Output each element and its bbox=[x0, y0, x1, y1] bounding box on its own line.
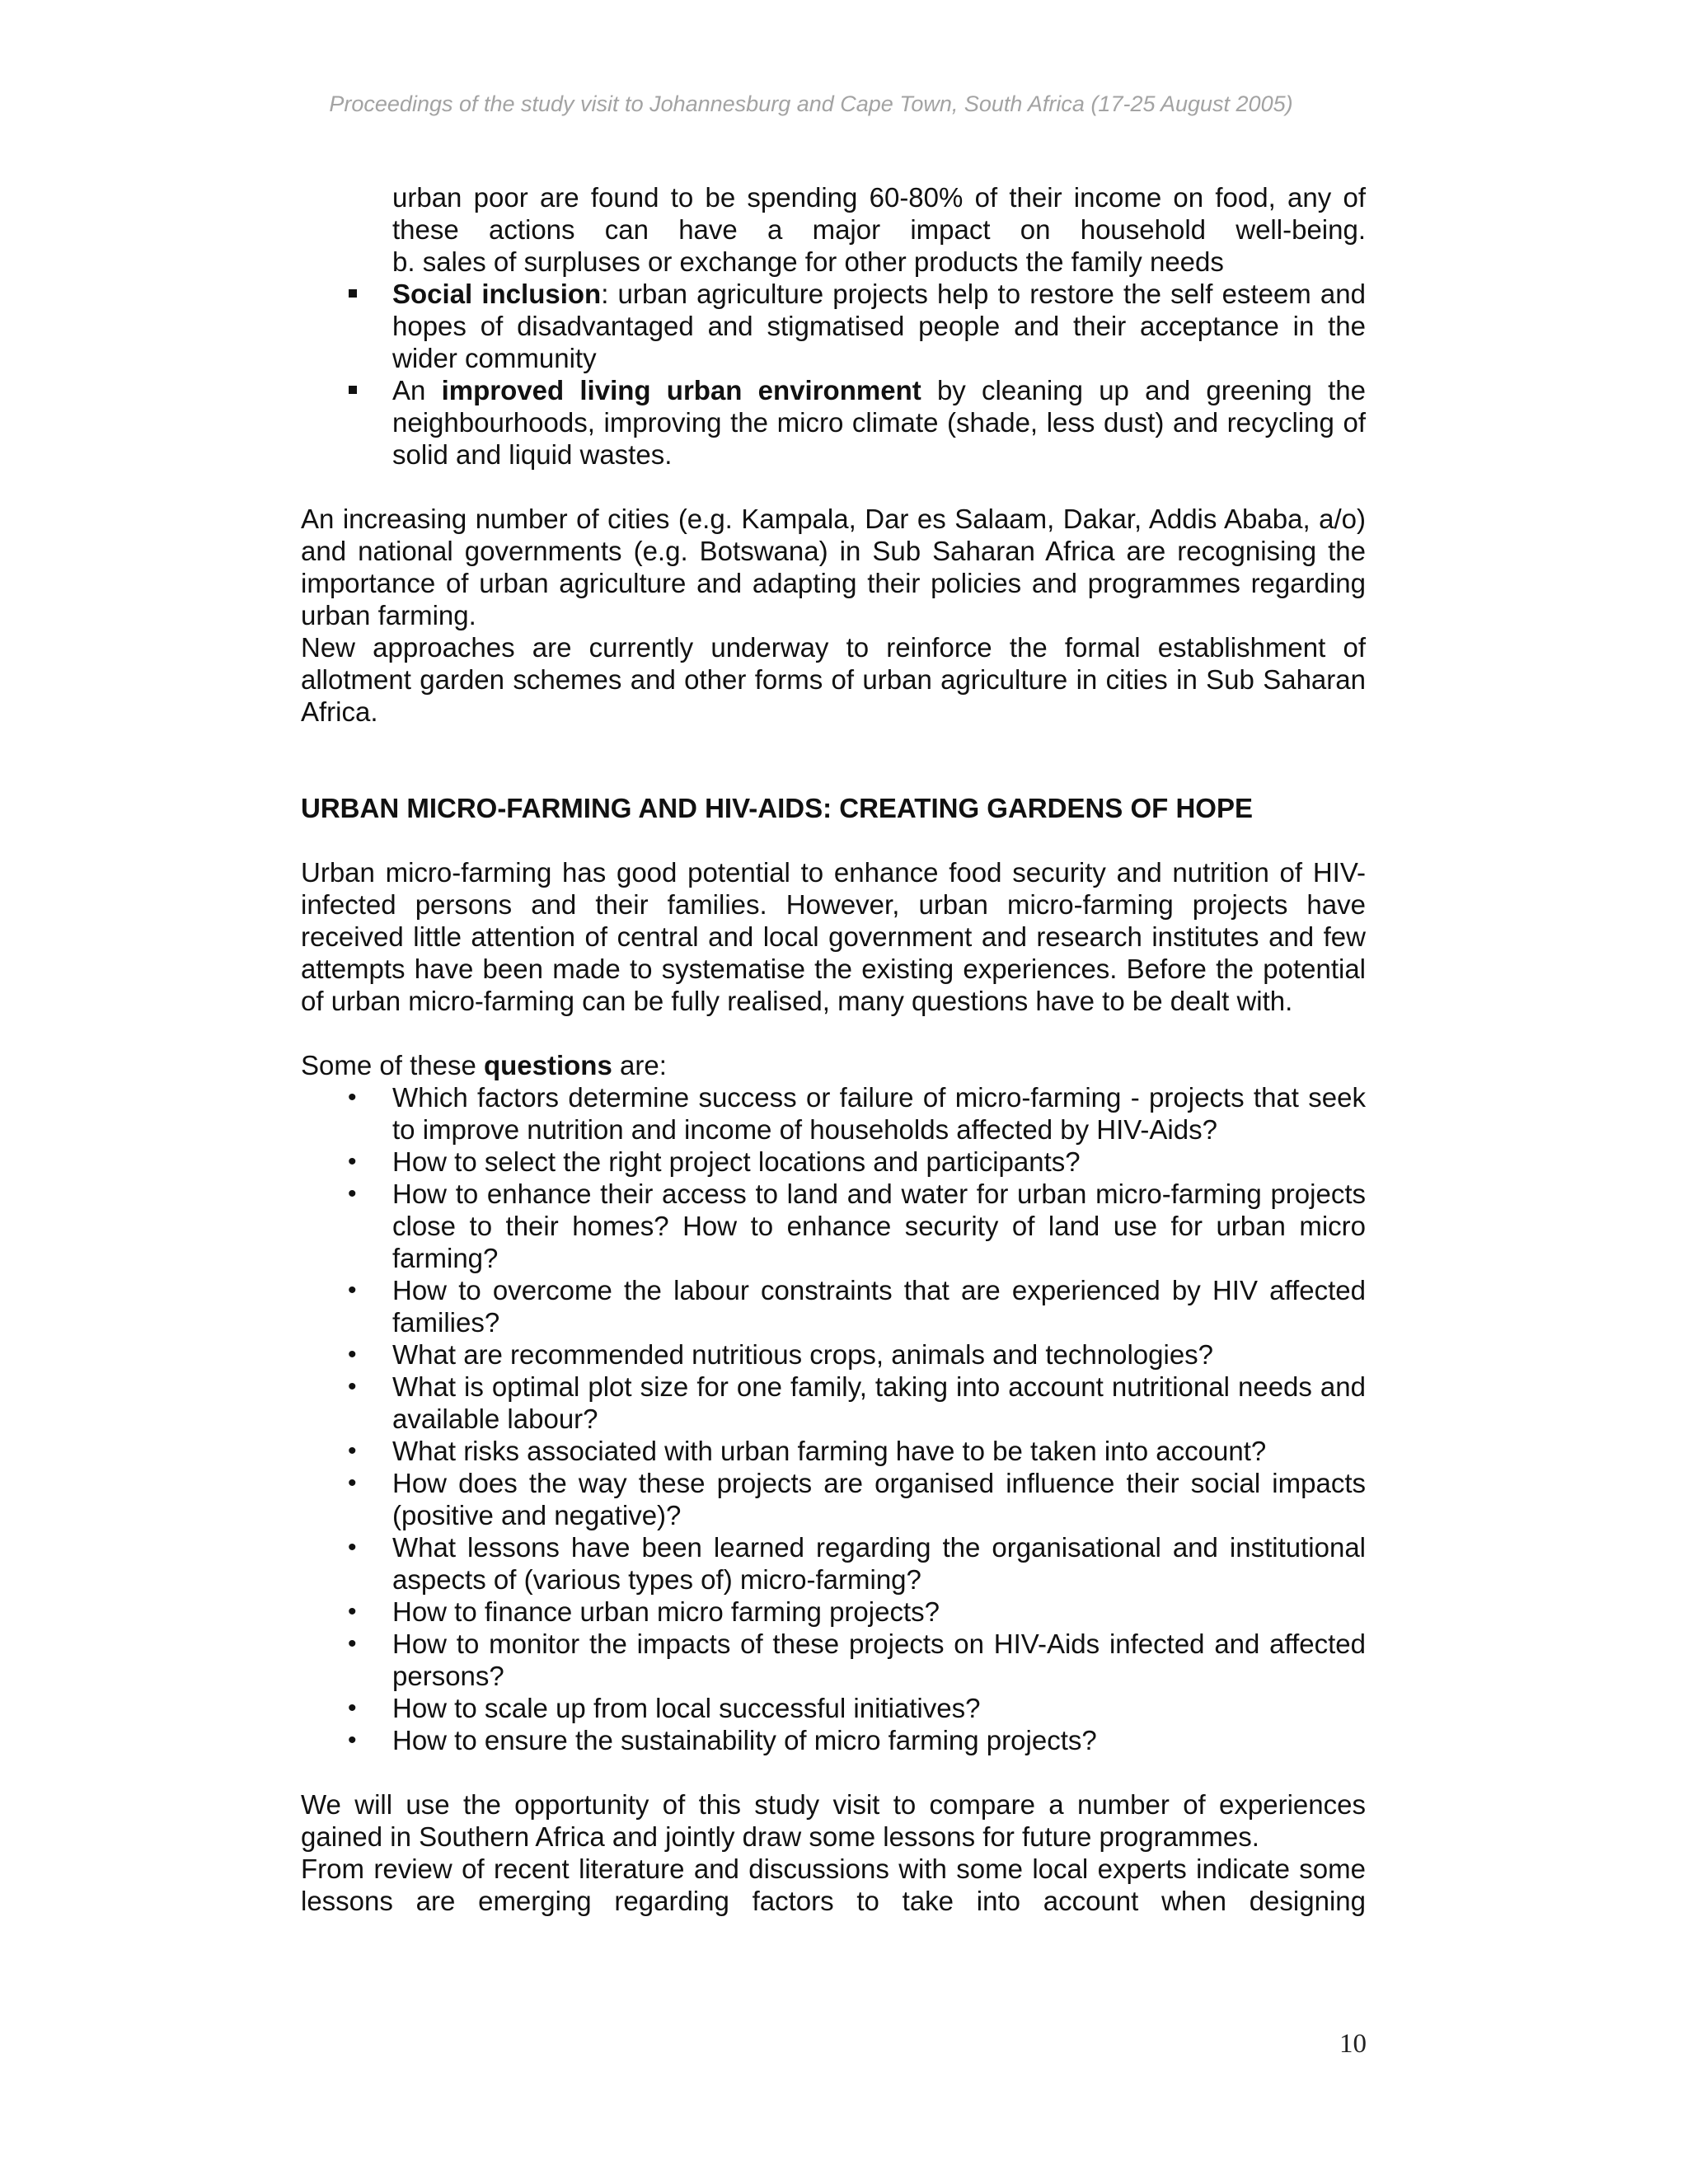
questions-intro bbox=[301, 1049, 1366, 1081]
bullet-icon: • bbox=[348, 1341, 357, 1368]
running-header: Proceedings of the study visit to Johannesburg and Cape Town, South Africa (17-25 August 2005) bbox=[329, 91, 1293, 116]
paragraph-potential: Urban micro-farming has good potential to enhance food security and nutrition of HIV-infected persons and their families. However, urban micro-farming projects have received little attention of central and local government and research institutes and few attempts have been made to systematise the existing experiences. Before the potential of urban micro-farming can be fully realised, many questions have to be dealt with. bbox=[301, 857, 1366, 1016]
benefit-text: by cleaning up and greening the neighbourhoods, improving the micro climate (shade, less dust) and recycling of solid and liquid wastes. bbox=[392, 375, 1366, 470]
page-number: 10 bbox=[1339, 2029, 1367, 2059]
questions-intro-before: Some of these bbox=[301, 1050, 484, 1080]
list-item bbox=[301, 1338, 1366, 1371]
benefit-text: : urban agriculture projects help to restore the self esteem and hopes of disadvantaged and stigmatised people and their acceptance in the wider community bbox=[392, 279, 1366, 373]
list-item bbox=[301, 1596, 1366, 1628]
bullet-icon: • bbox=[348, 1727, 357, 1754]
bullet-icon: • bbox=[348, 1148, 357, 1175]
benefits-list bbox=[301, 278, 1366, 471]
bullet-icon: • bbox=[348, 1084, 357, 1111]
question-text: How does the way these projects are organised influence their social impacts (positive and negative)? bbox=[392, 1468, 1366, 1530]
benefit-term: Social inclusion bbox=[392, 279, 602, 309]
paragraph-cities: An increasing number of cities (e.g. Kampala, Dar es Salaam, Dakar, Addis Ababa, a/o) and national governments (e.g. Botswana) in Sub Saharan Africa are recognising the importance of urban agriculture and adapting their policies and programmes regarding urban farming. bbox=[301, 504, 1366, 630]
bullet-icon: • bbox=[348, 1373, 357, 1400]
list-item bbox=[301, 1531, 1366, 1596]
question-text: What risks associated with urban farming have to be taken into account? bbox=[392, 1436, 1267, 1466]
questions-intro-after: are: bbox=[612, 1050, 667, 1080]
question-text: How to select the right project locations and participants? bbox=[392, 1146, 1081, 1177]
continuation-text: urban poor are found to be spending 60-80% of their income on food, any of these actions can have a major impact on household well-being. bbox=[392, 182, 1366, 245]
continuation-item-b: b. sales of surpluses or exchange for other products the family needs bbox=[392, 246, 1224, 277]
question-text: What are recommended nutritious crops, animals and technologies? bbox=[392, 1339, 1214, 1370]
questions-intro-bold: questions bbox=[483, 1050, 612, 1080]
paragraph-visit: We will use the opportunity of this study visit to compare a number of experiences gained in Southern Africa and jointly draw some lessons for future programmes. bbox=[301, 1789, 1366, 1852]
bullet-icon: • bbox=[348, 1630, 357, 1657]
paragraph-approaches: New approaches are currently underway to reinforce the formal establishment of allotment garden schemes and other forms of urban agriculture in cities in Sub Saharan Africa. bbox=[301, 632, 1366, 727]
page-content bbox=[301, 181, 1366, 1917]
list-item bbox=[301, 1692, 1366, 1724]
square-bullet-icon bbox=[349, 289, 357, 298]
list-item bbox=[301, 1628, 1366, 1692]
list-item bbox=[301, 1178, 1366, 1274]
bullet-icon: • bbox=[348, 1598, 357, 1625]
section-heading: URBAN MICRO-FARMING AND HIV-AIDS: CREATING GARDENS OF HOPE bbox=[301, 793, 1253, 823]
list-item bbox=[301, 1467, 1366, 1531]
square-bullet-icon bbox=[349, 386, 357, 394]
list-item bbox=[301, 1274, 1366, 1338]
bullet-icon: • bbox=[348, 1469, 357, 1497]
question-text: How to monitor the impacts of these projects on HIV-Aids infected and affected persons? bbox=[392, 1629, 1366, 1691]
list-item bbox=[301, 374, 1366, 471]
question-text: How to ensure the sustainability of micro farming projects? bbox=[392, 1725, 1097, 1755]
list-item bbox=[301, 1371, 1366, 1435]
bullet-icon: • bbox=[348, 1534, 357, 1561]
bullet-icon: • bbox=[348, 1277, 357, 1304]
list-item bbox=[301, 1724, 1366, 1756]
bullet-icon: • bbox=[348, 1180, 357, 1207]
list-item bbox=[301, 1435, 1366, 1467]
question-text: What is optimal plot size for one family, taking into account nutritional needs and available labour? bbox=[392, 1371, 1366, 1434]
question-text: How to overcome the labour constraints that are experienced by HIV affected families? bbox=[392, 1275, 1366, 1338]
list-item bbox=[301, 278, 1366, 374]
question-text: What lessons have been learned regarding the organisational and institutional aspects of (various types of) micro-farming? bbox=[392, 1532, 1366, 1595]
list-item bbox=[301, 1081, 1366, 1146]
list-item bbox=[301, 1146, 1366, 1178]
paragraph-review: From review of recent literature and discussions with some local experts indicate some lessons are emerging regarding factors to take into account when designing bbox=[301, 1854, 1366, 1916]
bullet-icon: • bbox=[348, 1694, 357, 1722]
bullet-icon: • bbox=[348, 1437, 357, 1465]
benefit-term: improved living urban environment bbox=[441, 375, 921, 405]
question-text: How to scale up from local successful initiatives? bbox=[392, 1693, 981, 1723]
question-text: Which factors determine success or failure of micro-farming - projects that seek to improve nutrition and income of households affected by HIV-Aids? bbox=[392, 1082, 1366, 1145]
question-text: How to finance urban micro farming projects? bbox=[392, 1596, 940, 1627]
question-text: How to enhance their access to land and water for urban micro-farming projects close to their homes? How to enhance security of land use for urban micro farming? bbox=[392, 1179, 1366, 1273]
benefit-lead: An bbox=[392, 375, 442, 405]
questions-list bbox=[301, 1081, 1366, 1756]
